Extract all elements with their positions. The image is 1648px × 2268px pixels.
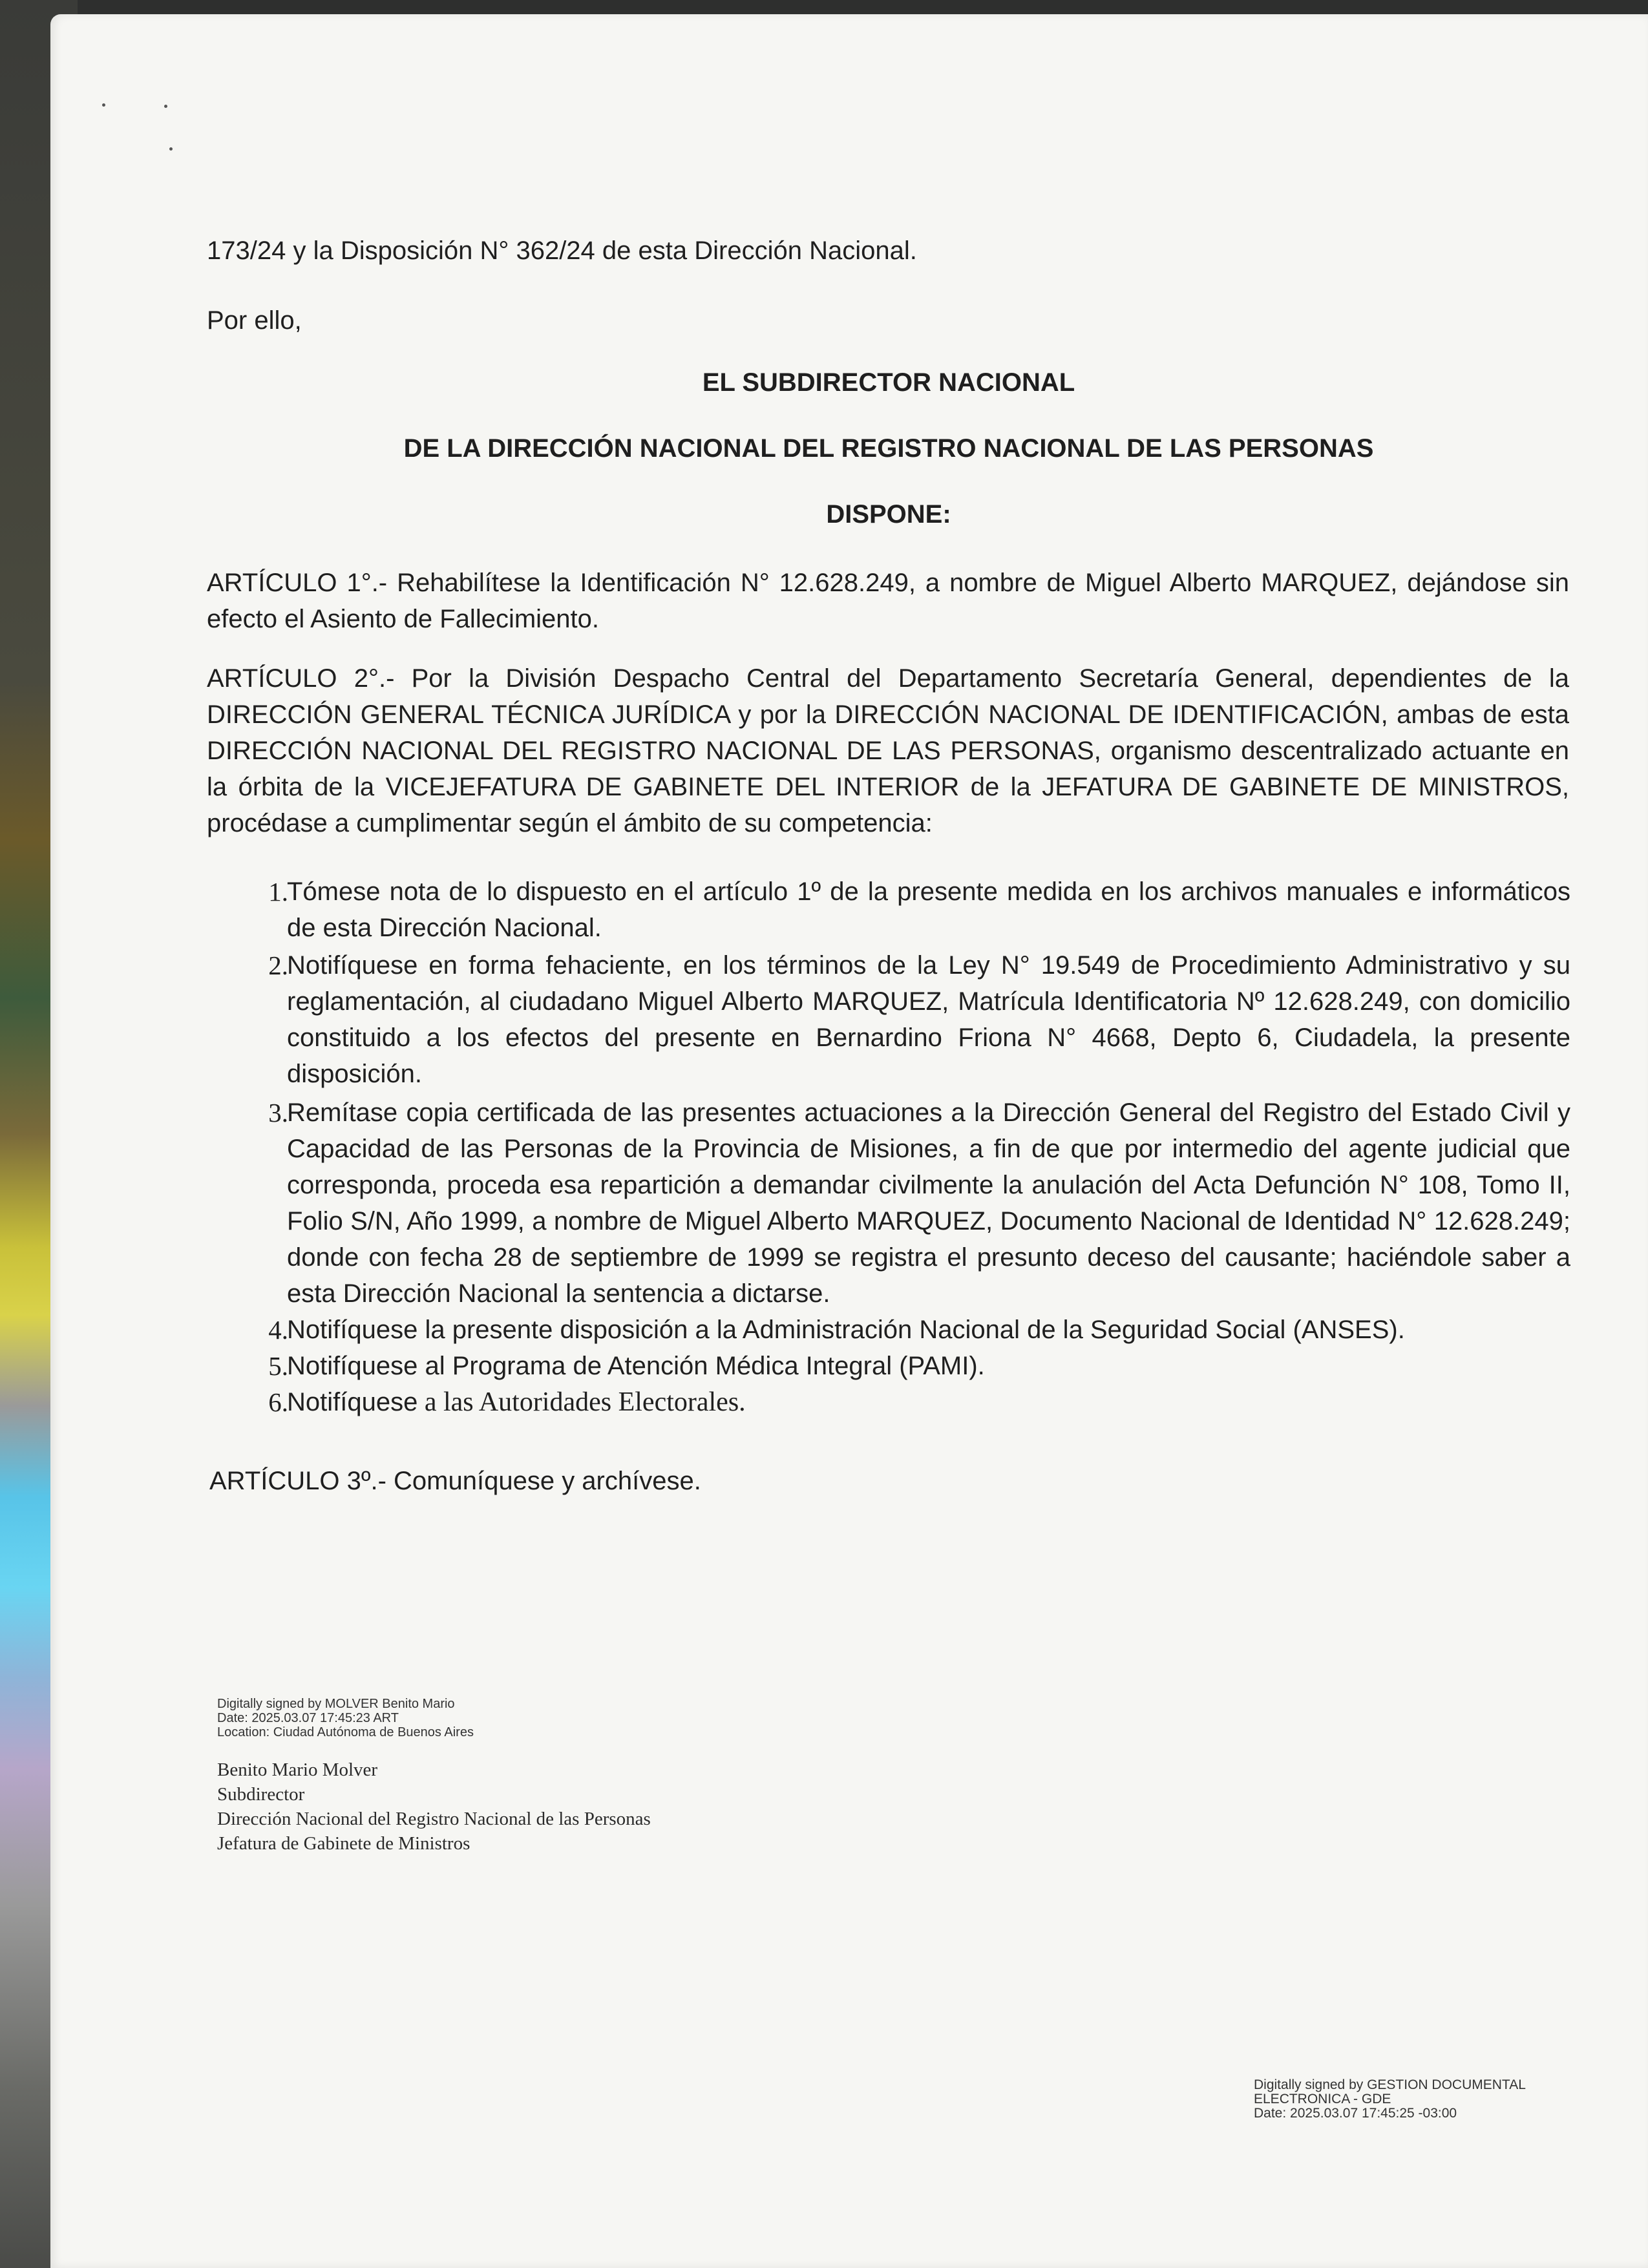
list-number: 1. xyxy=(268,877,288,907)
signature-meta-line: Digitally signed by MOLVER Benito Mario xyxy=(217,1697,455,1711)
digital-signature-stamp xyxy=(217,1697,474,1739)
list-item-text-a: Notifíquese xyxy=(287,1388,418,1416)
scan-speck xyxy=(102,103,105,107)
list-item-text xyxy=(287,1384,1570,1420)
signature-meta-line: Date: 2025.03.07 17:45:23 ART xyxy=(217,1711,399,1725)
list-item-text: Notifíquese al Programa de Atención Médica Integral (PAMI). xyxy=(287,1352,985,1380)
list-number: 5. xyxy=(268,1351,288,1381)
signer-name: Benito Mario Molver xyxy=(217,1759,378,1780)
articulo-1: ARTÍCULO 1°.- Rehabilítese la Identificación N° 12.628.249, a nombre de Miguel Alberto MARQUEZ, dejándose sin efecto el Asiento de Fallecimiento. xyxy=(207,569,1569,633)
gde-meta-line: ELECTRONICA - GDE xyxy=(1254,2092,1391,2106)
list-item xyxy=(252,947,1570,1092)
gde-signature-stamp xyxy=(1254,2078,1526,2121)
articulo-3: ARTÍCULO 3º.- Comuníquese y archívese. xyxy=(209,1467,701,1495)
list-item-text: Notifíquese en forma fehaciente, en los términos de la Ley N° 19.549 de Procedimiento Administrativo y su reglamentación, al ciudadano Miguel Alberto MARQUEZ, Matrícula Identificatoria Nº 12.628.249, con domicilio constituido a los efectos del presente en Bernardino Friona N° 4668, Depto 6, Ciudadela, la presente disposición. xyxy=(287,951,1570,1088)
list-item-text: Notifíquese la presente disposición a la Administración Nacional de la Seguridad Social (ANSES). xyxy=(287,1316,1405,1344)
heading-dispone: DISPONE: xyxy=(826,500,951,529)
heading-direccion: DE LA DIRECCIÓN NACIONAL DEL REGISTRO NACIONAL DE LAS PERSONAS xyxy=(403,434,1374,463)
signer-role: Subdirector xyxy=(217,1784,305,1805)
gde-meta-line: Date: 2025.03.07 17:45:25 -03:00 xyxy=(1254,2106,1457,2121)
scan-speck xyxy=(164,105,167,108)
signature-block xyxy=(217,1758,651,1856)
signer-org: Jefatura de Gabinete de Ministros xyxy=(217,1833,470,1854)
list-number: 6. xyxy=(268,1387,288,1417)
articulo-2: ARTÍCULO 2°.- Por la División Despacho Central del Departamento Secretaría General, dependientes de la DIRECCIÓN GENERAL TÉCNICA JURÍDICA y por la DIRECCIÓN NACIONAL DE IDENTIFICACIÓN, ambas de esta DIRECCIÓN NACIONAL DEL REGISTRO NACIONAL DE LAS PERSONAS, organismo descentralizado actuante en la órbita de la VICEJEFATURA DE GABINETE DEL INTERIOR de la JEFATURA DE GABINETE DE MINISTROS, procédase a cumplimentar según el ámbito de su competencia: xyxy=(207,664,1569,837)
list-item-text: Tómese nota de lo dispuesto en el artículo 1º de la presente medida en los archivos manuales e informáticos de esta Dirección Nacional. xyxy=(287,877,1570,942)
intro-line: 173/24 y la Disposición N° 362/24 de esta Dirección Nacional. xyxy=(207,236,917,265)
list-item xyxy=(252,1095,1570,1312)
scan-speck xyxy=(169,147,173,151)
list-item-text: Remítase copia certificada de las presentes actuaciones a la Dirección General del Registro del Estado Civil y Capacidad de las Personas de la Provincia de Misiones, a fin de que por intermedio del agente judicial que corresponda, proceda esa repartición a demandar civilmente la anulación del Acta Defunción N° 108, Tomo II, Folio S/N, Año 1999, a nombre de Miguel Alberto MARQUEZ, Documento Nacional de Identidad N° 12.628.249; donde con fecha 28 de septiembre de 1999 se registra el presunto deceso del causante; haciéndole saber a esta Dirección Nacional la sentencia a dictarse. xyxy=(287,1098,1570,1308)
list-number: 2. xyxy=(268,950,288,980)
gde-meta-line: Digitally signed by GESTION DOCUMENTAL xyxy=(1254,2077,1526,2092)
list-number: 4. xyxy=(268,1315,288,1345)
signature-meta-line: Location: Ciudad Autónoma de Buenos Aires xyxy=(217,1725,474,1739)
list-item xyxy=(252,1348,1570,1384)
signer-org: Dirección Nacional del Registro Nacional de las Personas xyxy=(217,1809,651,1829)
por-ello: Por ello, xyxy=(207,306,302,335)
heading-subdirector: EL SUBDIRECTOR NACIONAL xyxy=(702,368,1075,397)
list-number: 3. xyxy=(268,1098,288,1128)
list-item xyxy=(252,1312,1570,1348)
list-item xyxy=(252,874,1570,946)
list-item xyxy=(252,1384,1570,1420)
list-item-text-b: a las Autoridades Electorales. xyxy=(417,1387,746,1417)
